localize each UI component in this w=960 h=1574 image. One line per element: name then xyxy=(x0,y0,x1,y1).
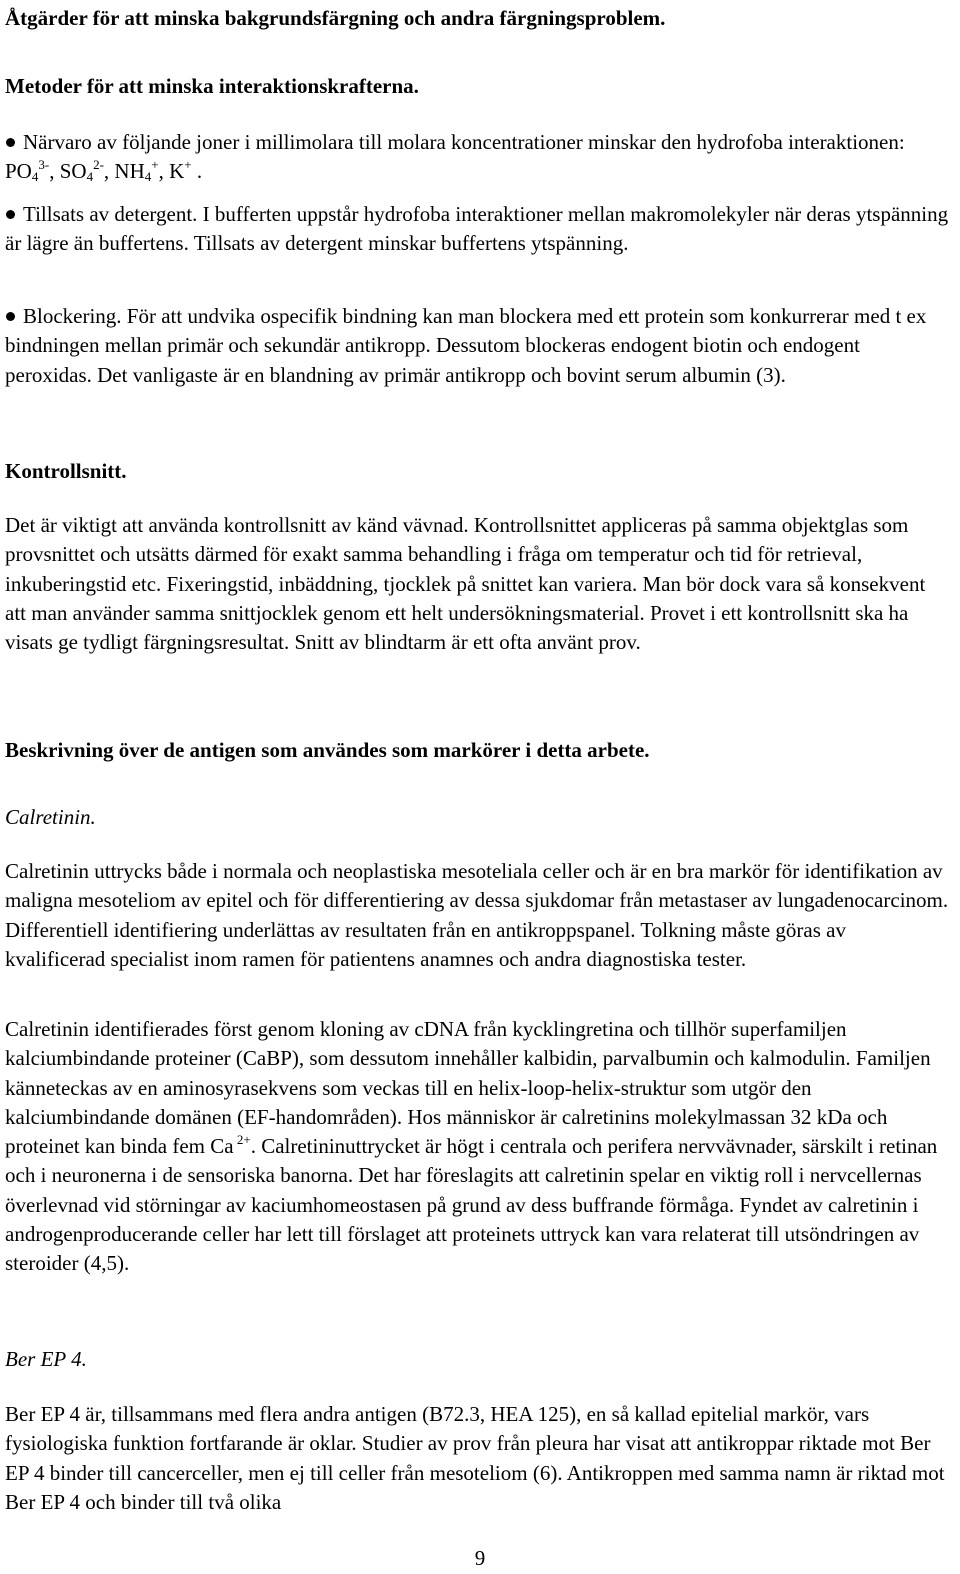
ion-text: , NH xyxy=(103,159,145,184)
section-title-staining: Åtgärder för att minska bakgrundsfärgning och andra färgningsproblem. xyxy=(5,6,666,30)
calretinin-paragraph-2 xyxy=(5,1015,950,1279)
subscript: 4 xyxy=(144,169,152,185)
superscript: 2+ xyxy=(233,1132,251,1148)
bullet-icon xyxy=(6,210,15,219)
subscript: 4 xyxy=(86,169,94,185)
berep4-paragraph-1: Ber EP 4 är, tillsammans med flera andra antigen (B72.3, HEA 125), en så kallad epitelial markör, vars fysiologiska funktion fortfarande är oklar. Studier av prov från pleura har visat att antikroppar riktade mot Ber EP 4 binder till cancerceller, men ej till celler från mesoteliom (6). Antikroppen med samma namn är riktad mot Ber EP 4 och binder till två olika xyxy=(5,1402,945,1514)
bullet-detergent-text: Tillsats av detergent. I bufferten uppstår hydrofoba interaktioner mellan makromolekyler när deras ytspänning är lägre än buffertens. Tillsats av detergent minskar buffertens ytspänning. xyxy=(5,202,949,256)
bullet-icon xyxy=(6,138,15,147)
superscript: 2- xyxy=(93,157,104,173)
calretinin-paragraph-1: Calretinin uttrycks både i normala och neoplastiska mesoteliala celler och är en bra markör för identifikation av maligna mesoteliom av epitel och för differentiering av dessa sjukdomar från metastaser av lungadenocarcinom. Differentiell identifiering underlättas av resultaten från en antikroppspanel. Tolkning måste göras av kvalificerad specialist inom ramen för patientens anamnes och andra diagnostiska tester. xyxy=(5,859,949,971)
section-title-control: Kontrollsnitt. xyxy=(5,459,127,483)
superscript: + xyxy=(151,157,159,173)
calretinin-paragraph-2-part-a: Calretinin identifierades först genom kloning av cDNA från kycklingretina och tillhör superfamiljen kalciumbindande proteiner (CaBP), som dessutom innehåller kalbidin, parvalbumin och kalmodulin. Familjen känneteckas av en aminosyrasekvens som veckas till en helix-loop-helix-struktur som utgör den kalciumbindande domänen (EF-handområden). Hos människor är calretinins molekylmassan 32 kDa och proteinet kan binda fem Ca xyxy=(5,1017,931,1159)
section-subtitle-methods: Metoder för att minska interaktionskrafterna. xyxy=(5,74,419,98)
subscript: 4 xyxy=(31,169,39,185)
bullet-detergent xyxy=(5,200,950,259)
superscript: 3- xyxy=(38,157,50,173)
ion-text: . xyxy=(191,159,203,184)
ion-text: , K xyxy=(158,159,185,184)
calretinin-paragraph-2-part-b: . Calretininuttrycket är högt i centrala och perifera nervvävnader, särskilt i retinan och i neuronerna i de sensoriska banorna. Det har föreslagits att calretinin spelar en viktig roll i nervcellernas överlevnad vid störningar av kaciumhomeostasen på grund av dess buffrande förmåga. Fyndet av calretinin i androgenproducerande celler har lett till förslaget att proteinets uttryck kan vara relaterat till utsöndringen av steroider (4,5). xyxy=(5,1134,938,1276)
berep4-heading: Ber EP 4. xyxy=(5,1347,87,1371)
bullet-icon xyxy=(6,312,15,321)
bullet-ions-text: Närvaro av följande joner i millimolara till molara koncentrationer minskar den hydrofoba interaktionen: PO xyxy=(5,130,905,184)
ion-text: , SO xyxy=(49,159,87,184)
section-title-antigen: Beskrivning över de antigen som användes som markörer i detta arbete. xyxy=(5,738,650,762)
page-number: 9 xyxy=(474,1546,486,1570)
bullet-ions xyxy=(5,128,950,187)
bullet-blocking-text: Blockering. För att undvika ospecifik bindning kan man blockera med ett protein som konkurrerar med t ex bindningen mellan primär och sekundär antikropp. Dessutom blockeras endogent biotin och endogent peroxidas. Det vanligaste är en blandning av primär antikropp och bovint serum albumin (3). xyxy=(5,304,927,387)
superscript: + xyxy=(184,157,192,173)
bullet-blocking xyxy=(5,302,950,390)
calretinin-heading: Calretinin. xyxy=(5,805,96,829)
control-paragraph: Det är viktigt att använda kontrollsnitt av känd vävnad. Kontrollsnittet appliceras på samma objektglas som provsnittet och utsätts därmed för exakt samma behandling i fråga om temperatur och tid för retrieval, inkuberingstid etc. Fixeringstid, inbäddning, tjocklek på snittet kan variera. Man bör dock vara så konsekvent att man använder samma snittjocklek genom ett helt undersökningsmaterial. Provet i ett kontrollsnitt ska ha visats ge tydligt färgningsresultat. Snitt av blindtarm är ett ofta använt prov. xyxy=(5,513,926,655)
